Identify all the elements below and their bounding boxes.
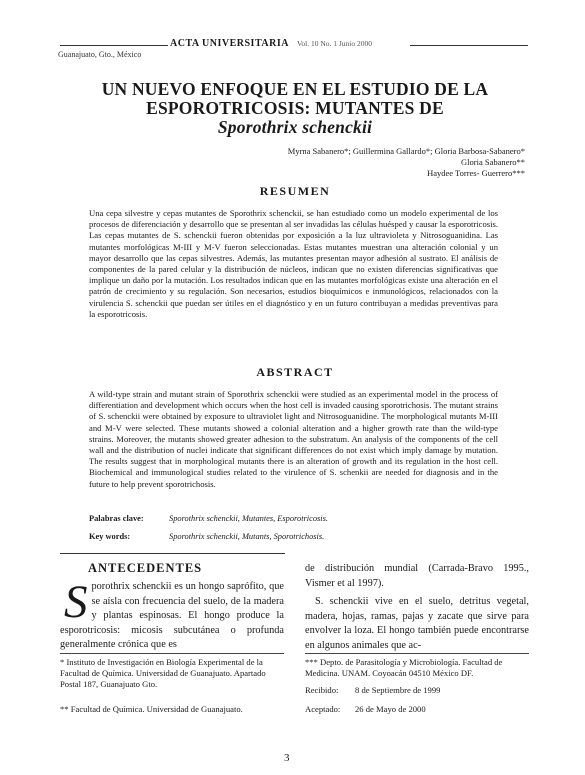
author-line-2: Gloria Sabanero**	[461, 157, 525, 167]
author-line-1: Myrna Sabanero*; Guillermina Gallardo*; Gloria Barbosa-Sabanero*	[287, 146, 525, 156]
footnote-2: ** Facultad de Química. Universidad de Guanajuato.	[60, 704, 243, 714]
footnote-rule-right	[305, 653, 529, 654]
resumen-heading: RESUMEN	[259, 184, 331, 198]
received-value: 8 de Septiembre de 1999	[355, 685, 441, 695]
title-line-1: UN NUEVO ENFOQUE EN EL ESTUDIO DE LA	[101, 79, 489, 99]
received-label: Recibido:	[305, 685, 339, 695]
accepted-value: 26 de Mayo de 2000	[355, 704, 426, 714]
keywords-en	[89, 532, 324, 541]
journal-name: ACTA UNIVERSITARIA	[170, 38, 289, 49]
header-rule-right	[410, 45, 528, 46]
journal-header	[170, 38, 372, 49]
keywords-es-label: Palabras clave:	[89, 514, 144, 523]
abstract-heading: ABSTRACT	[256, 365, 334, 379]
drop-cap: S	[64, 576, 88, 628]
header-rule-left	[60, 45, 168, 46]
page-number: 3	[284, 752, 290, 764]
footnote-1: * Instituto de Investigación en Biología Experimental de la Facultad de Química. Universidad de Guanajuato. Apartado Postal 187, Guanajuato Gto.	[60, 657, 266, 689]
antecedentes-heading: ANTECEDENTES	[88, 561, 203, 575]
title-line-2: ESPOROTRICOSIS: MUTANTES DE	[146, 98, 444, 118]
keywords-en-value: Sporothrix schenckii, Mutants, Sporotrichosis.	[169, 532, 325, 541]
journal-volume: Vol. 10 No. 1 Junio 2000	[296, 39, 373, 48]
title-species: Sporothrix schenckii	[217, 117, 373, 137]
antecedentes-right-p1: de distribución mundial (Carrada-Bravo 1995., Vismer et al 1997).	[305, 563, 529, 589]
received-date	[305, 685, 440, 696]
resumen-text: Una cepa silvestre y cepas mutantes de Sporothrix schenckii, se han estudiado como un modelo experimental de los procesos de diferenciación y desarrollo que se presentan al ser invadidas las células huésped y causar la esporotricosis. Las cepas mutantes de S. schenckii fueron obtenidas por exposición a la luz ultravioleta y Nitrosoguanidina. Las mutantes morfológicas M-III y M-V fueron seleccionadas. Estas mutantes muestran una alteración colonial y un mayor desarrollo que las cepas silvestres. Además, las mutantes presentan mayor adhesión al sustrato. El análisis de componentes de la pared celular y la distribución de núcleos, indican que no existen diferencias significativas que implique un daño por la mutación. Los resultados indican que en las mutantes morfológicas existe una alteración en el patrón de crecimiento y su regulación. Son necesarios, estudios bioquímicos e inmunológicos, relacionados con la virulencia S. schenckii que puedan ser útiles en el diagnóstico y en un futuro contribuyan a medidas preventivas para la esporotricosis.	[89, 208, 498, 319]
article-title	[60, 80, 530, 137]
section-rule	[60, 553, 285, 554]
footnote-3: *** Depto. de Parasitología y Microbiología. Facultad de Medicina. UNAM. Coyoacán 04510 México DF.	[305, 657, 503, 678]
antecedentes-left-text: porothrix schenckii es un hongo saprófito, que se aísla con frecuencia del suelo, de la madera y plantas espinosas. El hongo produce la esporotricosis: micosis subcutánea o profunda generalmente crónica que es	[60, 581, 284, 650]
accepted-date	[305, 704, 426, 715]
footnote-rule-left	[60, 653, 284, 654]
header-place: Guanajuato, Gto., México	[58, 50, 142, 59]
keywords-es-value: Sporothrix schenckii, Mutantes, Esporotricosis.	[169, 514, 328, 523]
author-line-3: Haydee Torres- Guerrero***	[427, 168, 525, 178]
accepted-label: Aceptado:	[305, 704, 341, 714]
antecedentes-left-column	[60, 576, 284, 653]
abstract-text: A wild-type strain and mutant strain of Sporothrix schenckii were studied as an experimental model in the process of differentiation and development which occurs when the host cell is invaded causing sporotrichosis. The mutant strains of S. schenckii were obtained by exposure to ultraviolet light and Nitrosoguanidine. The morphological mutants M-III and M-V were selected. These mutants showed a colonial alteration and a higher growth rate than the wild-type strains. Moreover, the mutants showed greater adhesion to the substratum. An analysis of the components of the cell wall and the distribution of nuclei indicate that significant differences do not exist which imply damage by mutation. The results suggest that in morphological mutants there is an alteration of growth and its regulation in the host cell. Biochemical and immunological studies related to the virulence of S. schenkii are needed for diagnosis and in the future to help prevent sporotrichosis.	[89, 389, 498, 489]
author-list	[195, 146, 525, 179]
keywords-en-label: Key words:	[89, 532, 131, 541]
keywords-es	[89, 514, 328, 523]
antecedentes-right-column	[305, 562, 529, 653]
antecedentes-right-p2: S. schenckii vive en el suelo, detritus vegetal, madera, hojas, ramas, pajas y zacate que sirve para envolver la loza. El hongo también puede encontrarse en algunos animales que ac-	[305, 596, 529, 651]
